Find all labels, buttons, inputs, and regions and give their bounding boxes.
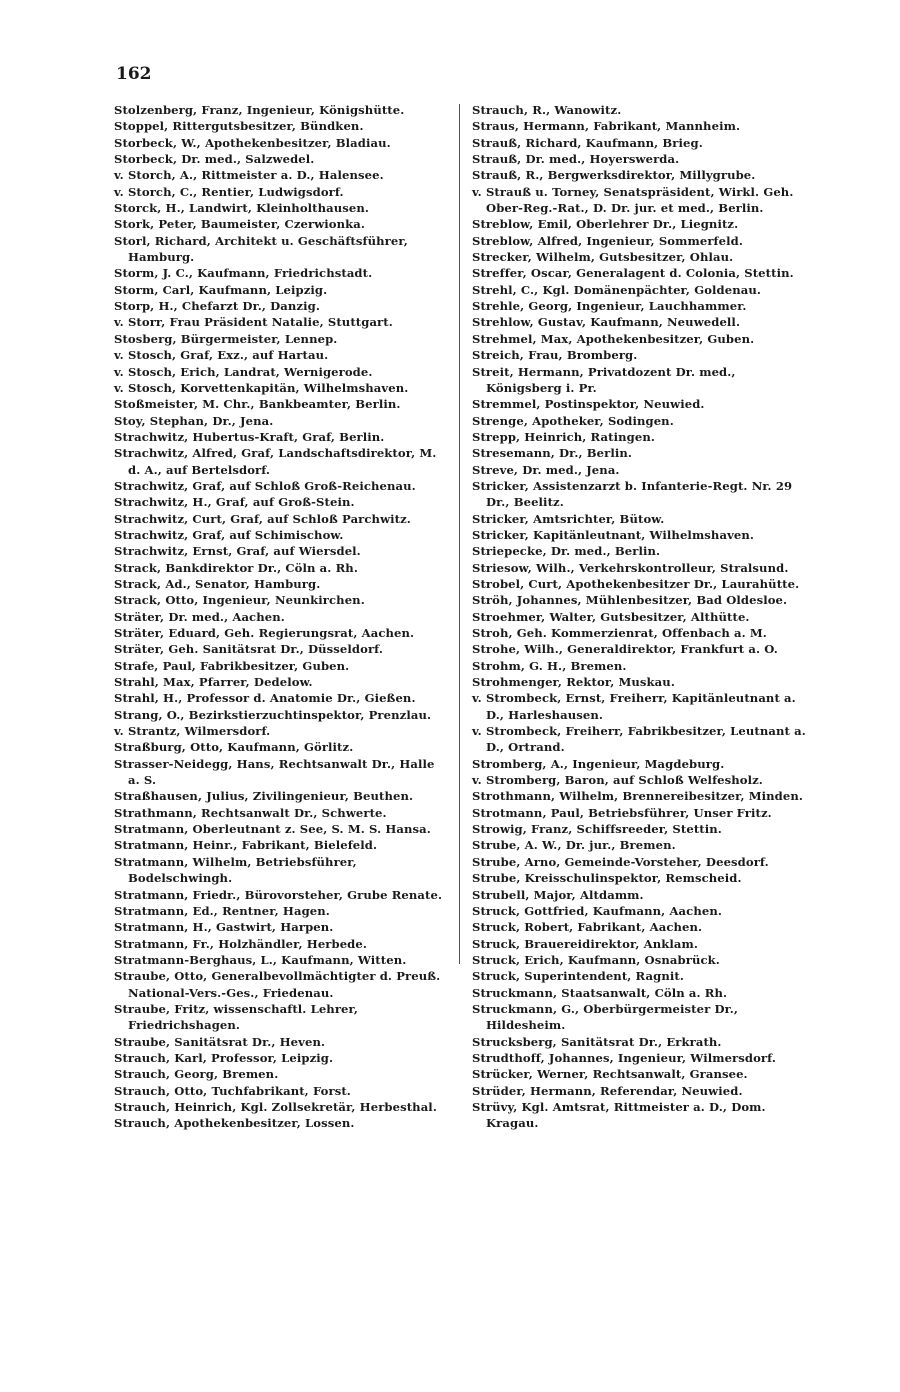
directory-entry: Storl, Richard, Architekt u. Geschäftsführer, Hamburg. — [114, 233, 408, 265]
directory-entry: Strachwitz, Alfred, Graf, Landschaftsdirektor, M. d. A., auf Bertelsdorf. — [114, 446, 437, 477]
directory-entry: Stratmann, Ed., Rentner, Hagen. — [114, 903, 330, 918]
directory-entry: Strauß, Richard, Kaufmann, Brieg. — [472, 135, 703, 150]
directory-entry: Struckmann, G., Oberbürgermeister Dr., Hildesheim. — [472, 1001, 739, 1033]
directory-entry: Strehmel, Max, Apothekenbesitzer, Guben. — [472, 331, 755, 346]
directory-entry: Strothmann, Wilhelm, Brennereibesitzer, Minden. — [472, 789, 804, 804]
directory-entry: Stolzenberg, Franz, Ingenieur, Königshütte. — [114, 103, 405, 117]
directory-entry: Storbeck, Dr. med., Salzwedel. — [114, 152, 315, 167]
directory-entry: Strauch, Karl, Professor, Leipzig. — [114, 1050, 334, 1065]
directory-entry: Strauch, Otto, Tuchfabrikant, Forst. — [114, 1083, 351, 1098]
directory-entry: Strafe, Paul, Fabrikbesitzer, Guben. — [114, 658, 350, 673]
directory-entry: Stratmann, Heinr., Fabrikant, Bielefeld. — [114, 838, 378, 853]
directory-entry: Strauß, Dr. med., Hoyerswerda. — [472, 152, 680, 167]
directory-entry: Sträter, Dr. med., Aachen. — [114, 609, 285, 624]
directory-entry: v. Stosch, Korvettenkapitän, Wilhelmshaven. — [114, 380, 409, 395]
directory-entry: v. Storr, Frau Präsident Natalie, Stuttgart. — [114, 315, 393, 330]
directory-entry: Strepp, Heinrich, Ratingen. — [472, 429, 655, 444]
directory-entry: Stratmann, Wilhelm, Betriebsführer, Bodelschwingh. — [114, 854, 357, 886]
directory-entry: Stratmann, H., Gastwirt, Harpen. — [114, 920, 334, 935]
directory-entry: Stoßmeister, M. Chr., Bankbeamter, Berlin. — [114, 397, 401, 412]
directory-entry: Stratmann, Fr., Holzhändler, Herbede. — [114, 936, 368, 951]
directory-entry: Strube, Kreisschulinspektor, Remscheid. — [472, 871, 742, 886]
directory-entry: v. Stromberg, Baron, auf Schloß Welfesholz. — [472, 773, 763, 788]
directory-entry: Storm, Carl, Kaufmann, Leipzig. — [114, 282, 328, 297]
directory-entry: Strotmann, Paul, Betriebsführer, Unser Fritz. — [472, 805, 772, 820]
right-column — [472, 102, 808, 1132]
directory-entry: v. Strauß u. Torney, Senatspräsident, Wirkl. Geh. Ober-Reg.-Rat., D. Dr. jur. et med., Berlin. — [472, 184, 794, 216]
page-number: 162 — [116, 64, 152, 84]
directory-entry: v. Stosch, Graf, Exz., auf Hartau. — [114, 348, 329, 363]
directory-entry: Stromberg, A., Ingenieur, Magdeburg. — [472, 756, 725, 771]
directory-entry: Striesow, Wilh., Verkehrskontrolleur, Stralsund. — [472, 560, 789, 575]
directory-entry: Strathmann, Rechtsanwalt Dr., Schwerte. — [114, 805, 387, 820]
directory-entry: Stremmel, Postinspektor, Neuwied. — [472, 397, 705, 412]
directory-entry: Strowig, Franz, Schiffsreeder, Stettin. — [472, 822, 722, 837]
directory-entry: Strudthoff, Johannes, Ingenieur, Wilmersdorf. — [472, 1050, 776, 1065]
directory-entry: v. Strantz, Wilmersdorf. — [114, 724, 271, 739]
left-column — [114, 102, 446, 1132]
directory-entry: Strahl, Max, Pfarrer, Dedelow. — [114, 675, 313, 690]
directory-entry: Struck, Robert, Fabrikant, Aachen. — [472, 920, 703, 935]
directory-entry: Strauch, Apothekenbesitzer, Lossen. — [114, 1116, 355, 1131]
directory-entry: v. Stosch, Erich, Landrat, Wernigerode. — [114, 364, 373, 379]
directory-entry: Storp, H., Chefarzt Dr., Danzig. — [114, 299, 320, 314]
directory-entry: Strauch, Georg, Bremen. — [114, 1067, 279, 1082]
directory-entry: Strack, Ad., Senator, Hamburg. — [114, 576, 321, 591]
directory-entry: Stosberg, Bürgermeister, Lennep. — [114, 331, 338, 346]
directory-entry: Straube, Sanitätsrat Dr., Heven. — [114, 1034, 326, 1049]
directory-entry: Straus, Hermann, Fabrikant, Mannheim. — [472, 119, 741, 134]
directory-entry: Straßhausen, Julius, Zivilingenieur, Beuthen. — [114, 789, 414, 804]
directory-entry: Strack, Bankdirektor Dr., Cöln a. Rh. — [114, 560, 358, 575]
directory-entry: Straube, Otto, Generalbevollmächtigter d. Preuß. National-Vers.-Ges., Friedenau. — [114, 969, 441, 1000]
directory-entry: Strasser-Neidegg, Hans, Rechtsanwalt Dr., Halle a. S. — [114, 756, 435, 788]
directory-entry: Strucksberg, Sanitätsrat Dr., Erkrath. — [472, 1034, 722, 1049]
directory-entry: Strachwitz, Curt, Graf, auf Schloß Parchwitz. — [114, 511, 411, 526]
directory-entry: Strahl, H., Professor d. Anatomie Dr., Gießen. — [114, 691, 416, 706]
directory-entry: Strachwitz, Ernst, Graf, auf Wiersdel. — [114, 544, 361, 559]
column-divider — [459, 104, 460, 964]
directory-entry: Strehle, Georg, Ingenieur, Lauchhammer. — [472, 299, 747, 314]
directory-entry: Strachwitz, H., Graf, auf Groß-Stein. — [114, 495, 355, 510]
directory-entry: Strang, O., Bezirkstierzuchtinspektor, Prenzlau. — [114, 707, 432, 722]
directory-entry: Stricker, Amtsrichter, Bütow. — [472, 511, 665, 526]
directory-entry: Strube, A. W., Dr. jur., Bremen. — [472, 838, 676, 853]
directory-entry: Strauch, R., Wanowitz. — [472, 103, 622, 117]
directory-entry: Sträter, Eduard, Geh. Regierungsrat, Aachen. — [114, 626, 415, 640]
directory-entry: Streblow, Emil, Oberlehrer Dr., Liegnitz. — [472, 217, 739, 232]
directory-entry: Storbeck, W., Apothekenbesitzer, Bladiau. — [114, 135, 391, 150]
directory-entry: Strubell, Major, Altdamm. — [472, 887, 644, 902]
directory-entry: Strachwitz, Graf, auf Schimischow. — [114, 527, 344, 542]
directory-entry: Strauch, Heinrich, Kgl. Zollsekretär, Herbesthal. — [114, 1099, 437, 1114]
directory-entry: Sträter, Geh. Sanitätsrat Dr., Düsseldorf. — [114, 642, 383, 657]
directory-entry: Strüvy, Kgl. Amtsrat, Rittmeister a. D., Dom. Kragau. — [472, 1099, 766, 1131]
directory-entry: Strehl, C., Kgl. Domänenpächter, Goldenau. — [472, 282, 762, 297]
directory-entry: Strücker, Werner, Rechtsanwalt, Gransee. — [472, 1067, 748, 1082]
directory-entry: Strohm, G. H., Bremen. — [472, 658, 627, 673]
directory-entry: Streve, Dr. med., Jena. — [472, 462, 620, 477]
directory-entry: Ströh, Johannes, Mühlenbesitzer, Bad Oldesloe. — [472, 593, 788, 608]
directory-entry: Strohmenger, Rektor, Muskau. — [472, 675, 675, 690]
directory-entry: Struck, Gottfried, Kaufmann, Aachen. — [472, 903, 722, 918]
directory-entry: Stricker, Kapitänleutnant, Wilhelmshaven. — [472, 527, 755, 542]
directory-entry: Storm, J. C., Kaufmann, Friedrichstadt. — [114, 266, 373, 281]
directory-entry: Strack, Otto, Ingenieur, Neunkirchen. — [114, 593, 365, 608]
directory-entry: Strohe, Wilh., Generaldirektor, Frankfurt a. O. — [472, 642, 778, 657]
directory-entry: Strube, Arno, Gemeinde-Vorsteher, Deesdorf. — [472, 854, 769, 869]
directory-entry: Strachwitz, Graf, auf Schloß Groß-Reichenau. — [114, 478, 416, 493]
directory-entry: Struck, Brauereidirektor, Anklam. — [472, 936, 698, 951]
directory-entry: Storck, H., Landwirt, Kleinholthausen. — [114, 201, 370, 216]
directory-entry: Strobel, Curt, Apothekenbesitzer Dr., Laurahütte. — [472, 576, 800, 591]
directory-entry: Striepecke, Dr. med., Berlin. — [472, 544, 661, 559]
directory-entry: Stoppel, Rittergutsbesitzer, Bündken. — [114, 119, 364, 134]
directory-entry: Stroehmer, Walter, Gutsbesitzer, Althütte. — [472, 609, 750, 624]
directory-entry: v. Storch, A., Rittmeister a. D., Halensee. — [114, 168, 384, 183]
directory-entry: Streblow, Alfred, Ingenieur, Sommerfeld. — [472, 233, 743, 248]
directory-entry: Straube, Fritz, wissenschaftl. Lehrer, Friedrichshagen. — [114, 1001, 359, 1033]
directory-entry: Streich, Frau, Bromberg. — [472, 348, 638, 363]
directory-entry: Struck, Superintendent, Ragnit. — [472, 969, 685, 984]
directory-entry: Streffer, Oscar, Generalagent d. Colonia, Stettin. — [472, 266, 794, 281]
directory-entry: Stroh, Geh. Kommerzienrat, Offenbach a. M. — [472, 626, 767, 640]
directory-entry: Stricker, Assistenzarzt b. Infanterie-Regt. Nr. 29 Dr., Beelitz. — [472, 478, 793, 510]
directory-entry: Struckmann, Staatsanwalt, Cöln a. Rh. — [472, 985, 728, 1000]
directory-entry: Struck, Erich, Kaufmann, Osnabrück. — [472, 952, 720, 967]
directory-entry: Stratmann, Friedr., Bürovorsteher, Grube Renate. — [114, 887, 443, 902]
directory-entry: Straßburg, Otto, Kaufmann, Görlitz. — [114, 740, 354, 755]
directory-entry: Stoy, Stephan, Dr., Jena. — [114, 413, 274, 428]
directory-entry: v. Storch, C., Rentier, Ludwigsdorf. — [114, 184, 344, 199]
directory-entry: Streit, Hermann, Privatdozent Dr. med., Königsberg i. Pr. — [472, 364, 736, 395]
directory-entry: v. Strombeck, Freiherr, Fabrikbesitzer, Leutnant a. D., Ortrand. — [472, 724, 806, 755]
directory-entry: Stresemann, Dr., Berlin. — [472, 446, 632, 461]
directory-entry: Strachwitz, Hubertus-Kraft, Graf, Berlin. — [114, 429, 385, 444]
directory-entry: Strenge, Apotheker, Sodingen. — [472, 413, 674, 428]
directory-entry: Strehlow, Gustav, Kaufmann, Neuwedell. — [472, 315, 741, 330]
directory-entry: Strüder, Hermann, Referendar, Neuwied. — [472, 1083, 743, 1098]
directory-entry: Stratmann-Berghaus, L., Kaufmann, Witten. — [114, 952, 407, 967]
directory-entry: Strauß, R., Bergwerksdirektor, Millygrube. — [472, 168, 756, 183]
directory-entry: Stratmann, Oberleutnant z. See, S. M. S. Hansa. — [114, 822, 431, 837]
directory-entry: Strecker, Wilhelm, Gutsbesitzer, Ohlau. — [472, 250, 734, 265]
directory-entry: v. Strombeck, Ernst, Freiherr, Kapitänleutnant a. D., Harleshausen. — [472, 691, 796, 722]
directory-entry: Stork, Peter, Baumeister, Czerwionka. — [114, 217, 366, 232]
